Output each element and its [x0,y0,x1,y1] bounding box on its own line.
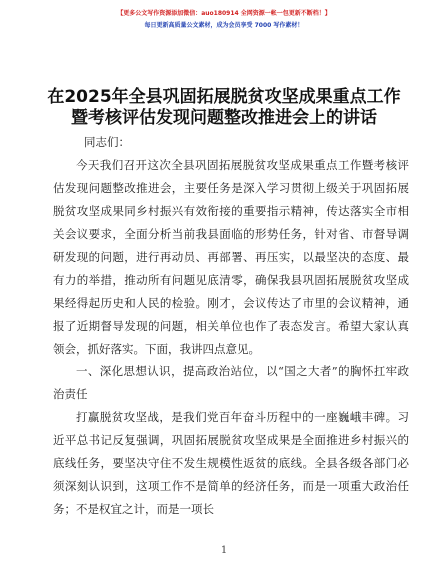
section-heading-1: 一、深化思想认识，提高政治站位，以“国之大者”的胸怀扛牢政治责任 [53,364,409,401]
salutation: 同志们： [84,135,130,149]
body-paragraph-intro: 今天我们召开这次全县巩固拓展脱贫攻坚成果重点工作暨考核评估发现问题整改推进会，主要任务是深入学习贯彻上级关于巩固拓展脱贫攻坚成果同乡村振兴有效衔接的重要指示精神，传达落实全市相关会议要求，全面分析当前我县面临的形势任务，针对省、市督导调研发现的问题，进行再动员、再部署、再压实，以最坚决的态度、最有力的举措，推动所有问题见底清零，确保我县巩固拓展脱贫攻坚成果经得起历史和人民的检验。刚才，会议传达了市里的会议精神，通报了近期督导发现的问题，相关单位也作了表态发言。希望大家认真领会，抓好落实。下面，我讲四点意见。 [53,158,409,356]
promo-banner-line-1: 【更多公文写作资源添加微信：auo180914 全网资源一帐一包更新不断档！】 [117,10,331,17]
body-paragraph-section-1: 打赢脱贫攻坚战，是我们党百年奋斗历程中的一座巍峨丰碑。习近平总书记反复强调，巩固拓展脱贫攻坚成果是全面推进乡村振兴的底线任务，要坚决守住不发生规模性返贫的底线。全县各级各部门必须深刻认识到，这项工作不是简单的经济任务，而是一项重大政治任务；不是权宜之计，而是一项长 [53,410,409,516]
document-title-line-2: 暨考核评估发现问题整改推进会上的讲话 [71,108,377,128]
page-number: 1 [220,545,228,556]
promo-banner-line-2: 每日更新高质量公文素材，成为会员享受 7000 写作素材！ [144,22,304,29]
document-title-line-1: 在2025年全县巩固拓展脱贫攻坚成果重点工作 [47,87,401,107]
